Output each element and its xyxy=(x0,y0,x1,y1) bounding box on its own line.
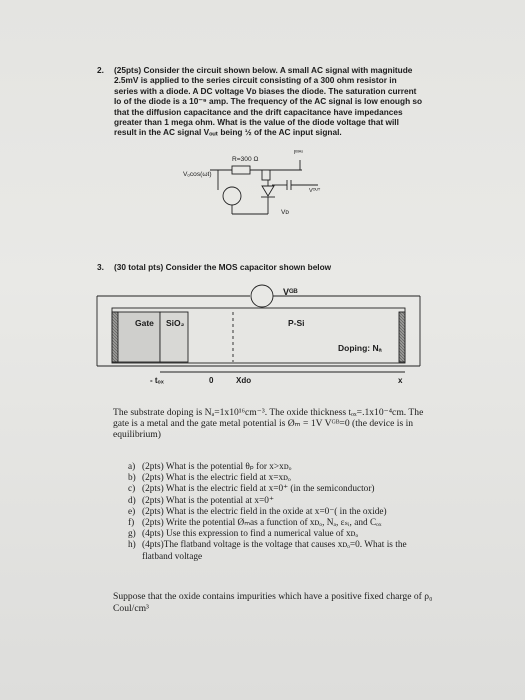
item-text: (2pts) What is the potential θₚ for x>xᴅₒ xyxy=(142,462,292,472)
semiconductor-label: P-Si xyxy=(288,318,305,328)
q2-line-4: that the diffusion capacitance and the drift capacitance have impedances xyxy=(114,106,403,117)
list-item xyxy=(128,507,407,518)
vout-label: Vᴼᵁᵀ xyxy=(309,188,321,194)
list-item xyxy=(128,529,407,540)
q2-line-3: Io of the diode is a 10⁻⁹ amp. The frequency of the AC signal is low enough so xyxy=(114,96,423,107)
item-text: (4pts) Use this expression to find a numerical value of xᴅₒ xyxy=(142,529,359,540)
item-text: (2pts) What is the potential at x=0⁺ xyxy=(142,495,274,506)
list-item xyxy=(128,518,407,529)
item-letter: e) xyxy=(128,506,136,517)
item-text: (2pts) What is the electric field in the oxide at x=0⁻( in the oxide) xyxy=(142,506,387,517)
q3-paragraph-line-1: gate is a metal and the gate metal potential is Øₘ = 1V Vᴳᴮ=0 (the device is in xyxy=(113,418,414,429)
axis-zero-label: 0 xyxy=(209,376,214,385)
q2-line-2: series with a diode. A DC voltage Vᴅ biases the diode. The saturation current xyxy=(114,85,417,96)
doping-label: Doping: Nₐ xyxy=(338,343,382,353)
item-letter: a) xyxy=(128,462,136,472)
bias-label: Iᴮᴵᴬˢ xyxy=(294,150,304,156)
q3-subquestions xyxy=(128,462,407,563)
question-2-points: (25pts) xyxy=(114,65,142,75)
q2-line-6: result in the AC signal Vₒᵤₜ being ½ of the AC input signal. xyxy=(114,127,342,138)
q3-paragraph xyxy=(113,407,443,440)
list-item xyxy=(128,496,407,507)
q3-paragraph-line-2: equilibrium) xyxy=(113,429,161,440)
question-2-number: 2. xyxy=(97,65,104,75)
suppose-line-1: Coul/cm³ xyxy=(113,602,149,614)
item-text: (4pts)The flatband voltage is the voltage that causes xᴅₒ=0. What is the xyxy=(142,540,407,551)
gate-label: Gate xyxy=(135,318,154,328)
q2-line-0: Consider the circuit shown below. A small AC signal with magnitude xyxy=(143,65,413,75)
item-letter: f) xyxy=(128,518,135,529)
item-continuation: flatband voltage xyxy=(142,551,203,562)
axis-xdo-label: Xdo xyxy=(236,376,252,385)
list-item xyxy=(128,540,407,551)
item-text: (2pts) What is the electric field at x=xᴅₒ xyxy=(142,473,291,484)
axis-tox-label: - tₒₓ xyxy=(150,376,164,385)
question-3-number: 3. xyxy=(97,262,104,272)
item-letter: b) xyxy=(128,473,136,484)
item-letter: g) xyxy=(128,529,136,540)
vd-label: Vᴅ xyxy=(281,209,290,216)
item-letter: h) xyxy=(128,540,136,551)
source-label: Vₒcos(ωt) xyxy=(183,171,212,178)
q2-line-5: greater than 1 mega ohm. What is the value of the diode voltage that will xyxy=(114,117,399,128)
q2-line-1: 2.5mV is applied to the series circuit consisting of a 300 ohm resistor in xyxy=(114,75,397,86)
question-3-title: (30 total pts) Consider the MOS capacitor shown below xyxy=(114,262,332,272)
list-item xyxy=(128,473,407,484)
item-text: (2pts) Write the potential Øₘas a function of xᴅₒ, Nₐ, εₛᵢ, and Cₒₓ xyxy=(142,518,382,529)
q3-suppose xyxy=(113,591,453,614)
resistor-label: R=300 Ω xyxy=(232,156,259,163)
item-letter: d) xyxy=(128,495,136,506)
vgb-label: Vᴳᴮ xyxy=(283,287,298,297)
list-item xyxy=(128,462,407,473)
oxide-label: SiO₂ xyxy=(166,318,185,328)
item-letter: c) xyxy=(128,484,136,495)
axis-x-label: x xyxy=(398,376,403,385)
suppose-line-0: Suppose that the oxide contains impurities which have a positive fixed charge of ρ₀ xyxy=(113,591,433,602)
item-text: (2pts) What is the electric field at x=0⁺ (in the semiconductor) xyxy=(142,484,375,495)
list-item xyxy=(128,484,407,495)
q3-paragraph-line-0: The substrate doping is Nₐ=1x10¹⁶cm⁻³. The oxide thickness tₒₓ=.1x10⁻⁴cm. The xyxy=(113,407,424,418)
